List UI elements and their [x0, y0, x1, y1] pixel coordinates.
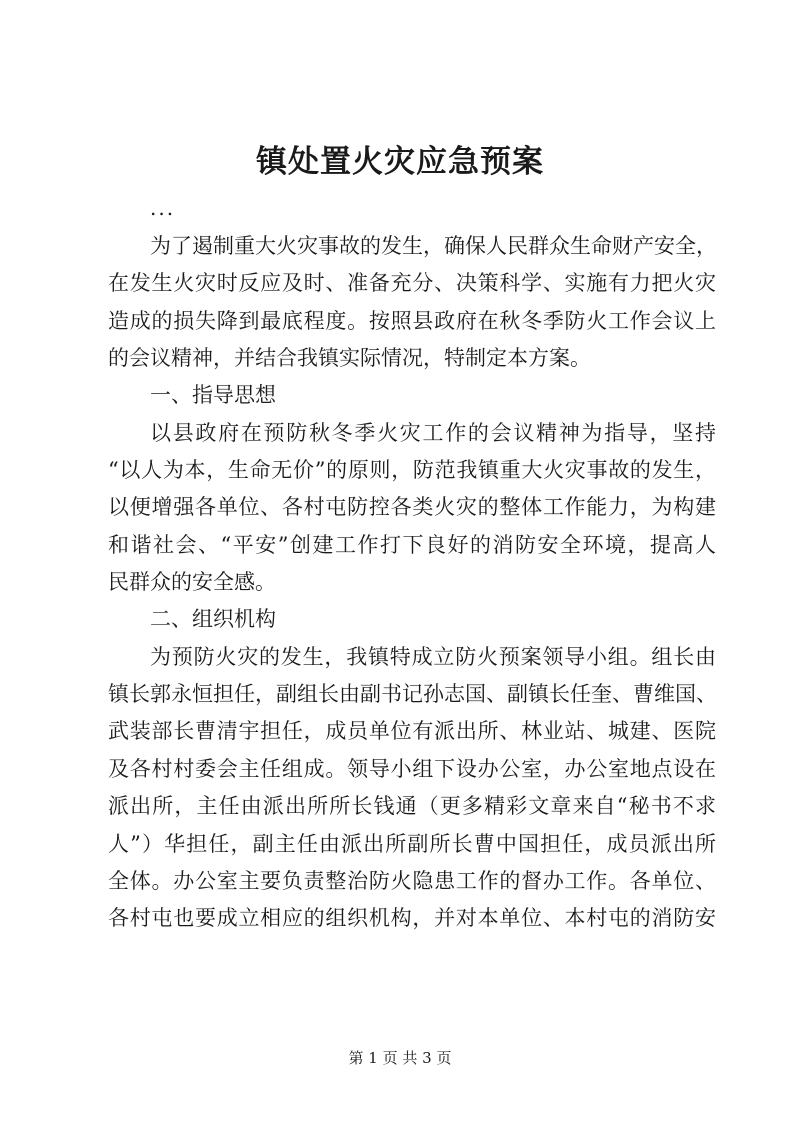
page-footer: 第 1 页 共 3 页: [348, 1049, 452, 1067]
paragraph-line: 为了遏制重大火灾事故的发生，确保人民群众生命财产安全，: [150, 234, 717, 258]
paragraph-line: 及各村村委会主任组成。领导小组下设办公室，办公室地点设在: [108, 756, 716, 781]
paragraph-line: 造成的损失降到最底程度。按照县政府在秋冬季防火工作会议上: [108, 308, 716, 333]
paragraph-line: 和谐社会、“平安”创建工作打下良好的消防安全环境，提高人: [108, 532, 716, 557]
ellipsis-marker: ...: [150, 196, 176, 220]
paragraph-line: 民群众的安全感。: [108, 570, 276, 595]
section-heading: 二、组织机构: [150, 607, 276, 632]
paragraph-line: “以人为本，生命无价”的原则，防范我镇重大火灾事故的发生，: [108, 458, 716, 483]
paragraph-line: 派出所，主任由派出所所长钱通（更多精彩文章来自“秘书不求: [108, 794, 716, 819]
document-body: [108, 228, 716, 938]
paragraph-line: 以便增强各单位、各村屯防控各类火灾的整体工作能力，为构建: [108, 495, 716, 520]
paragraph-line: 为预防火灾的发生，我镇特成立防火预案领导小组。组长由: [150, 644, 716, 669]
document-title: 镇处置火灾应急预案: [256, 144, 544, 180]
paragraph-line: 武装部长曹清宇担任，成员单位有派出所、林业站、城建、医院: [108, 719, 716, 744]
paragraph-line: 人”）华担任，副主任由派出所副所长曹中国担任，成员派出所: [108, 831, 716, 856]
paragraph-line: 镇长郭永恒担任，副组长由副书记孙志国、副镇长任奎、曹维国、: [108, 682, 717, 707]
paragraph-line: 以县政府在预防秋冬季火灾工作的会议精神为指导，坚持: [150, 420, 716, 445]
paragraph-line: 的会议精神，并结合我镇实际情况，特制定本方案。: [108, 346, 591, 371]
paragraph-line: 各村屯也要成立相应的组织机构，并对本单位、本村屯的消防安: [108, 906, 716, 931]
section-heading: 一、指导思想: [150, 383, 276, 408]
paragraph-line: 在发生火灾时反应及时、准备充分、决策科学、实施有力把火灾: [108, 271, 716, 296]
paragraph-line: 全体。办公室主要负责整治防火隐患工作的督办工作。各单位、: [108, 868, 716, 893]
